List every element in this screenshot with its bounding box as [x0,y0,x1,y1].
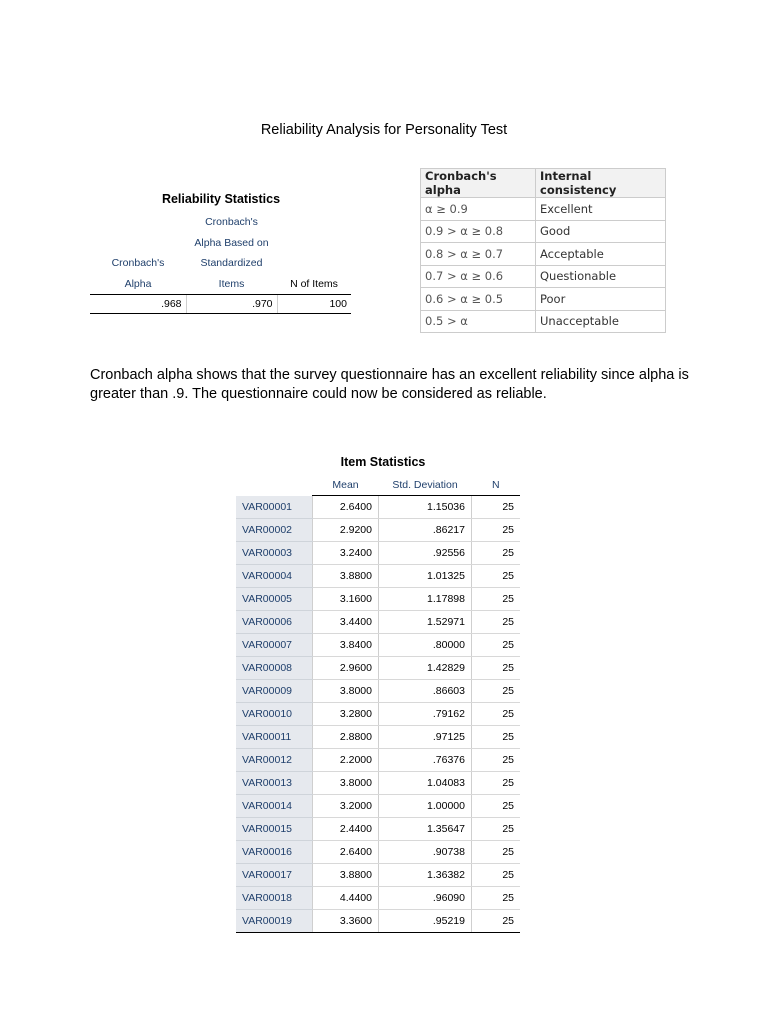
item-std-deviation: .90738 [379,841,472,864]
item-mean: 3.8000 [313,772,379,795]
item-variable: VAR00002 [236,519,313,542]
item-mean: 2.4400 [313,818,379,841]
interp-range: 0.6 > α ≥ 0.5 [421,288,536,311]
item-n: 25 [472,749,521,772]
interp-header-alpha: Cronbach's alpha [421,169,536,198]
item-std-deviation: 1.42829 [379,657,472,680]
item-variable: VAR00003 [236,542,313,565]
table-row [236,657,520,680]
item-variable: VAR00006 [236,611,313,634]
item-std-deviation: 1.36382 [379,864,472,887]
interp-level: Questionable [536,265,666,288]
item-n: 25 [472,565,521,588]
item-std-deviation: .86603 [379,680,472,703]
item-std-deviation: 1.01325 [379,565,472,588]
table-row [236,634,520,657]
interp-range: 0.5 > α [421,310,536,333]
item-mean: 3.4400 [313,611,379,634]
item-std-deviation: .95219 [379,910,472,933]
item-std-deviation: 1.15036 [379,496,472,519]
item-n: 25 [472,496,521,519]
item-std-deviation: .79162 [379,703,472,726]
item-mean: 3.3600 [313,910,379,933]
item-mean: 3.2000 [313,795,379,818]
item-n: 25 [472,703,521,726]
table-row [236,496,520,519]
item-variable: VAR00007 [236,634,313,657]
item-std-deviation: .76376 [379,749,472,772]
item-variable: VAR00009 [236,680,313,703]
item-variable: VAR00018 [236,887,313,910]
item-n: 25 [472,588,521,611]
table-row [236,749,520,772]
table-row [236,588,520,611]
table-row [236,841,520,864]
item-mean: 2.6400 [313,496,379,519]
item-mean: 2.9600 [313,657,379,680]
table-row [236,519,520,542]
item-n: 25 [472,864,521,887]
item-mean: 2.9200 [313,519,379,542]
item-variable: VAR00001 [236,496,313,519]
item-std-deviation: 1.17898 [379,588,472,611]
item-variable: VAR00010 [236,703,313,726]
conclusion-paragraph: Cronbach alpha shows that the survey questionnaire has an excellent reliability since alpha is greater than .9. The questionnaire could now be considered as reliable. [90,367,689,402]
item-variable: VAR00005 [236,588,313,611]
item-n: 25 [472,887,521,910]
table-row [236,795,520,818]
item-n: 25 [472,841,521,864]
table-row [236,864,520,887]
item-mean: 4.4400 [313,887,379,910]
interp-range: α ≥ 0.9 [421,198,536,221]
item-mean: 2.2000 [313,749,379,772]
table-row [236,887,520,910]
item-statistics-title: Item Statistics [340,455,426,469]
interp-level: Poor [536,288,666,311]
rs-standardized-alpha-value: .970 [186,295,277,314]
item-mean: 3.8800 [313,565,379,588]
item-n: 25 [472,519,521,542]
interp-header-consistency: Internal consistency [536,169,666,198]
rs-col2-header-line2: Alpha Based on [194,236,269,249]
rs-col3-header: N of Items [277,274,351,295]
item-std-deviation: .80000 [379,634,472,657]
table-row [236,542,520,565]
item-n: 25 [472,634,521,657]
table-row [236,611,520,634]
item-n: 25 [472,910,521,933]
interp-range: 0.8 > α ≥ 0.7 [421,243,536,266]
item-n: 25 [472,657,521,680]
interp-range: 0.9 > α ≥ 0.8 [421,220,536,243]
interp-level: Acceptable [536,243,666,266]
page-title: Reliability Analysis for Personality Test [260,122,508,138]
rs-cronbach-alpha-value: .968 [90,295,186,314]
item-mean: 2.8800 [313,726,379,749]
item-mean: 3.8800 [313,864,379,887]
item-statistics-table [236,475,520,933]
interp-level: Unacceptable [536,310,666,333]
table-row [236,910,520,933]
item-std-deviation: .96090 [379,887,472,910]
is-header-n: N [472,475,521,496]
item-std-deviation: 1.35647 [379,818,472,841]
item-n: 25 [472,726,521,749]
item-std-deviation: 1.04083 [379,772,472,795]
reliability-statistics-table [90,212,351,314]
item-std-deviation: 1.52971 [379,611,472,634]
item-variable: VAR00012 [236,749,313,772]
item-variable: VAR00014 [236,795,313,818]
item-variable: VAR00008 [236,657,313,680]
table-row [236,818,520,841]
interp-level: Good [536,220,666,243]
item-n: 25 [472,611,521,634]
item-variable: VAR00004 [236,565,313,588]
interp-row [421,288,666,311]
item-mean: 2.6400 [313,841,379,864]
item-mean: 3.2800 [313,703,379,726]
interp-row [421,310,666,333]
interp-row [421,198,666,221]
item-std-deviation: .86217 [379,519,472,542]
table-row [236,680,520,703]
interp-range: 0.7 > α ≥ 0.6 [421,265,536,288]
item-std-deviation: 1.00000 [379,795,472,818]
table-row [236,565,520,588]
rs-col2-header-line4: Items [186,274,277,295]
table-row [236,772,520,795]
item-n: 25 [472,680,521,703]
reliability-statistics-title: Reliability Statistics [161,192,281,206]
rs-col2-header-line1: Cronbach's [205,216,258,229]
table-row [236,703,520,726]
item-mean: 3.8000 [313,680,379,703]
item-variable: VAR00011 [236,726,313,749]
rs-col2-header-line3: Standardized [200,257,263,270]
interp-row [421,220,666,243]
item-mean: 3.2400 [313,542,379,565]
item-std-deviation: .92556 [379,542,472,565]
item-mean: 3.1600 [313,588,379,611]
item-variable: VAR00016 [236,841,313,864]
is-header-mean: Mean [313,475,379,496]
is-header-std: Std. Deviation [379,475,472,496]
interp-row [421,265,666,288]
item-variable: VAR00019 [236,910,313,933]
interp-row [421,243,666,266]
item-n: 25 [472,772,521,795]
item-std-deviation: .97125 [379,726,472,749]
item-variable: VAR00017 [236,864,313,887]
rs-n-items-value: 100 [277,295,351,314]
item-n: 25 [472,542,521,565]
interp-level: Excellent [536,198,666,221]
item-variable: VAR00013 [236,772,313,795]
item-mean: 3.8400 [313,634,379,657]
rs-col1-header-line1: Cronbach's [111,257,165,270]
item-n: 25 [472,795,521,818]
item-n: 25 [472,818,521,841]
table-row [236,726,520,749]
rs-col1-header-line2: Alpha [90,274,186,295]
alpha-interpretation-table [420,168,666,333]
item-variable: VAR00015 [236,818,313,841]
